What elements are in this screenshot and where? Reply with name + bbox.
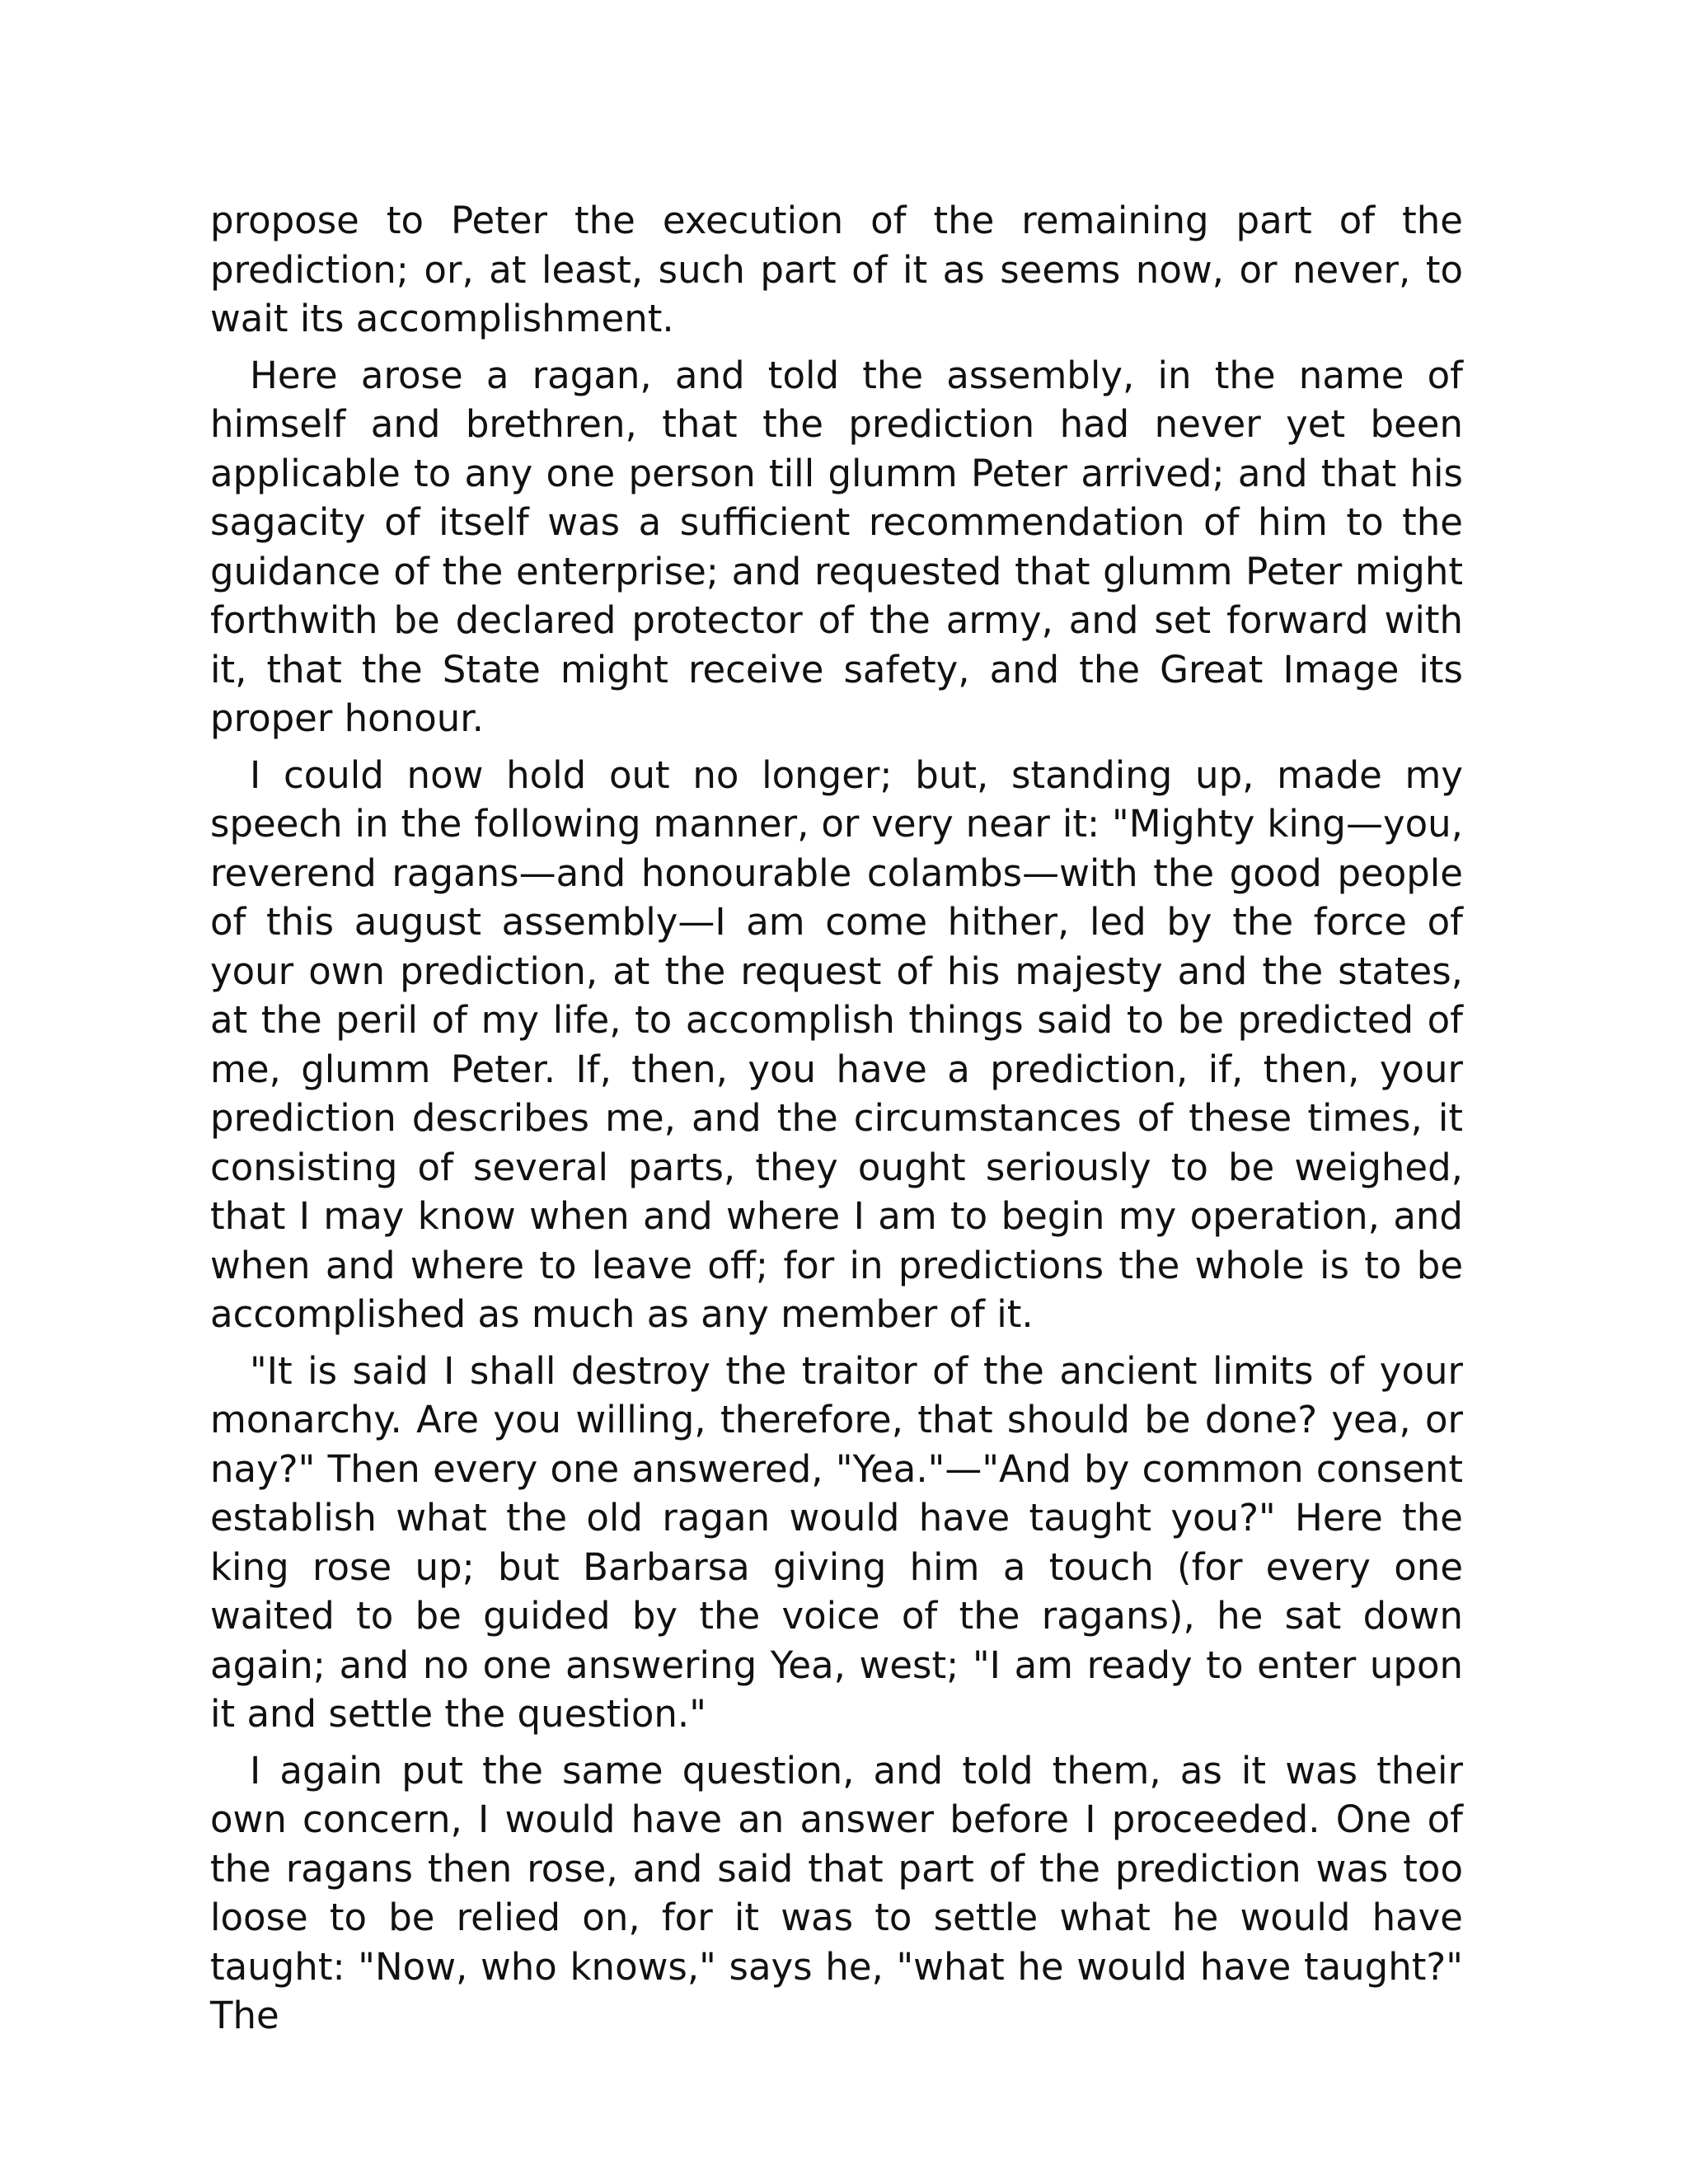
paragraph-4: "It is said I shall destroy the traitor of the ancient limits of your monarchy. Are you willing, therefore, that should be done? yea, or nay?" Then every one answered, "Yea."—"And by common consent establish what the old ragan would have taught you?" Here the king rose up; but Barbarsa giving him a touch (for every one waited to be guided by the voice of the ragans), he sat down again; and no one answering Yea, west; "I am ready to enter upon it and settle the question." (210, 1348, 1463, 1736)
paragraph-3: I could now hold out no longer; but, standing up, made my speech in the following manner, or very near it: "Mighty king—you, reverend ragans—and honourable colambs—with the good people of this august assembly—I am come hither, led by the force of your own prediction, at the request of his majesty and the states, at the peril of my life, to accomplish things said to be predicted of me, glumm Peter. If, then, you have a prediction, if, then, your prediction describes me, and the circumstances of these times, it consisting of several parts, they ought seriously to be weighed, that I may know when and where I am to begin my operation, and when and where to leave off; for in predictions the whole is to be accomplished as much as any member of it. (210, 752, 1463, 1336)
paragraph-2: Here arose a ragan, and told the assembly, in the name of himself and brethren, that the prediction had never yet been applicable to any one person till glumm Peter arrived; and that his sagacity of itself was a sufficient recommendation of him to the guidance of the enterprise; and requested that glumm Peter might forthwith be declared protector of the army, and set forward with it, that the State might receive safety, and the Great Image its proper honour. (210, 353, 1463, 740)
page-body (210, 196, 1463, 2048)
paragraph-1: propose to Peter the execution of the remaining part of the prediction; or, at least, such part of it as seems now, or never, to wait its accomplishment. (210, 199, 1463, 340)
paragraph-5: I again put the same question, and told them, as it was their own concern, I would have an answer before I proceeded. One of the ragans then rose, and said that part of the prediction was too loose to be relied on, for it was to settle what he would have taught: "Now, who knows," says he, "what he would have taught?" The (210, 1748, 1463, 2037)
